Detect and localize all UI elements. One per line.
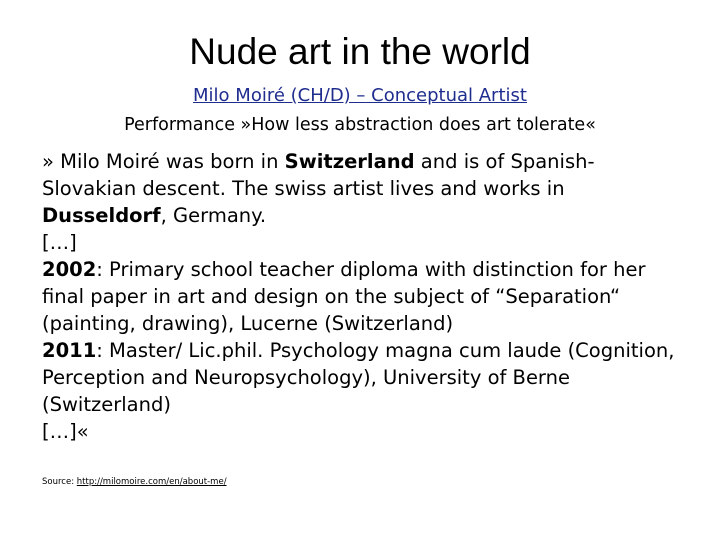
body-text <box>42 148 682 445</box>
bio-paragraph <box>42 148 682 229</box>
bio-highlight-country: Switzerland <box>284 150 415 173</box>
source-link[interactable]: http://milomoire.com/en/about-me/ <box>76 477 227 487</box>
education-text: : Master/ Lic.phil. Psychology magna cum laude (Cognition, Perception and Neuropsychology), University of Berne (Switzerland) <box>42 339 675 416</box>
year-2011: 2011 <box>42 339 97 362</box>
bio-text: and is of Spanish-Slovakian descent. The swiss artist lives and works in <box>42 150 595 200</box>
artist-link-line <box>0 84 720 108</box>
performance-subtitle: Performance »How less abstraction does art tolerate« <box>124 115 596 135</box>
education-2011 <box>42 337 682 418</box>
artist-link[interactable]: Milo Moiré (CH/D) – Conceptual Artist <box>193 85 527 106</box>
bio-text: » Milo Moiré was born in <box>42 150 285 173</box>
education-text: : Primary school teacher diploma with distinction for her final paper in art and design on the subject of “Separation“ (painting, drawing), Lucerne (Switzerland) <box>42 258 646 335</box>
bio-highlight-city: Dusseldorf <box>42 204 161 227</box>
education-2002 <box>42 256 682 337</box>
bio-text: , Germany. <box>160 204 267 227</box>
year-2002: 2002 <box>42 258 97 281</box>
source-label: Source: <box>42 477 77 487</box>
closing-ellipsis: […]« <box>42 420 89 443</box>
ellipsis-line: […] <box>42 231 77 254</box>
source-citation <box>42 476 227 488</box>
slide-title: Nude art in the world <box>189 31 531 72</box>
